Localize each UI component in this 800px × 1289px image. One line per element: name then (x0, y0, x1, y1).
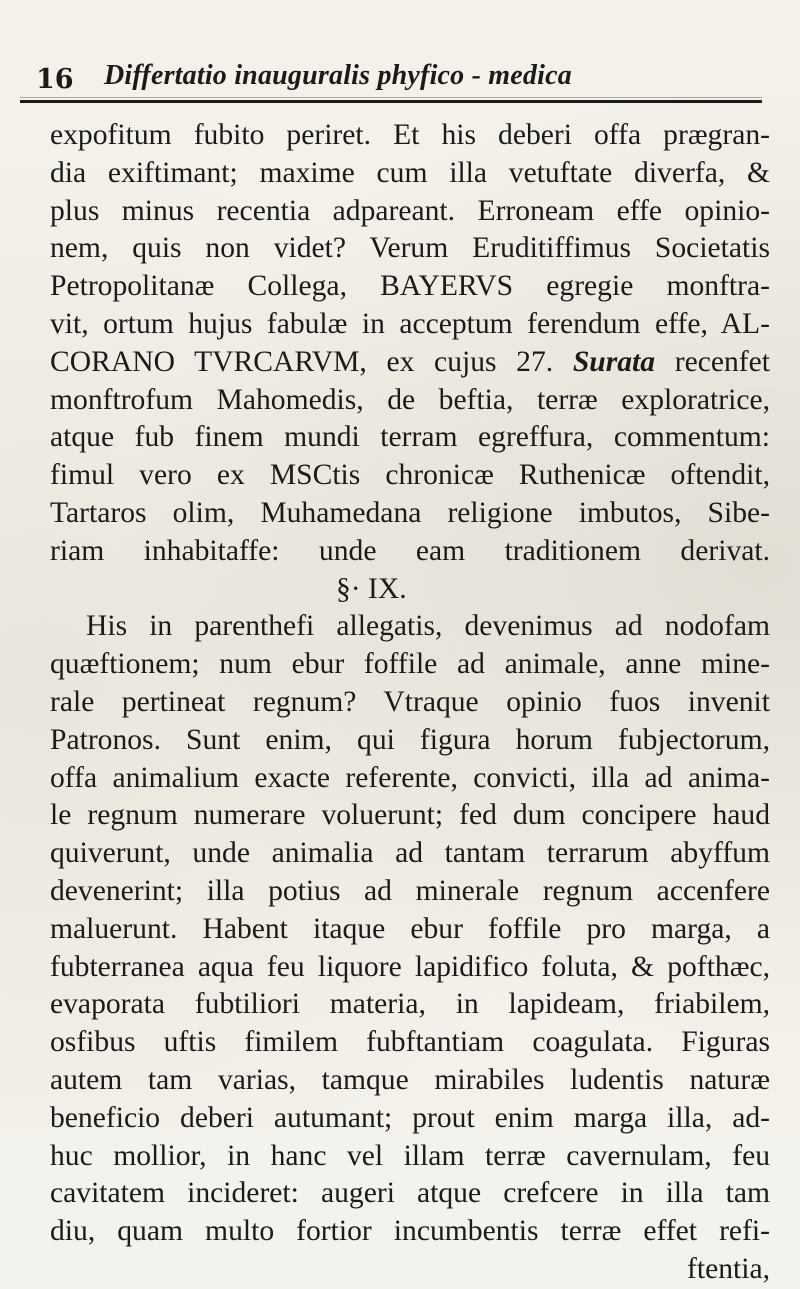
running-title: Differtatio inauguralis phyfico - medica (104, 60, 572, 91)
text-line: Petropolitanæ Collega, BAYERVS egregie monftra- (50, 270, 770, 303)
text-line: offa animalium exacte referente, convicti, illa ad anima- (50, 761, 770, 794)
paragraph-1 (50, 117, 770, 571)
running-head (34, 60, 774, 100)
text-line (50, 344, 770, 382)
paragraph-2 (50, 608, 770, 1288)
text-line: vit, ortum hujus fabulæ in acceptum ferendum effe, AL- (50, 307, 770, 340)
text-line: beneficio deberi autumant; prout enim marga illa, ad- (50, 1101, 770, 1134)
text-line: autem tam varias, tamque mirabiles ludentis naturæ (50, 1063, 770, 1096)
text-line: dia exiftimant; maxime cum illa vetuftate diverfa, & (50, 156, 770, 189)
text-line: quiverunt, unde animalia ad tantam terrarum abyffum (50, 837, 770, 870)
text-line: osfibus uftis fimilem fubftantiam coagulata. Figuras (50, 1026, 770, 1059)
text-line: fubterranea aqua feu liquore lapidifico foluta, & pofthæc, (50, 950, 770, 983)
text-line: monftrofum Mahomedis, de beftia, terræ exploratrice, (50, 383, 770, 416)
text-line: fimul vero ex MSCtis chronicæ Ruthenicæ oftendit, (50, 459, 770, 492)
text-line: His in parenthefi allegatis, devenimus ad nodofam (86, 610, 770, 643)
body-text (50, 117, 770, 1289)
text-line: Patronos. Sunt enim, qui figura horum fubjectorum, (50, 723, 770, 756)
text-line: riam inhabitaffe: unde eam traditionem derivat. (50, 534, 770, 567)
text-line: maluerunt. Habent itaque ebur foffile pro marga, a (50, 912, 770, 945)
text-segment: recenfet (655, 345, 770, 378)
text-line: nem, quis non videt? Verum Eruditiffimus Societatis (50, 232, 770, 265)
italic-term: Surata (572, 345, 656, 378)
text-line: ftentia, (687, 1252, 770, 1285)
text-segment: CORANO TVRCARVM, ex cujus 27. (50, 345, 573, 378)
text-line: devenerint; illa potius ad minerale regnum accenfere (50, 874, 770, 907)
text-line: plus minus recentia adpareant. Erroneam effe opinio- (50, 194, 770, 227)
text-line: cavitatem incideret: augeri atque crefcere in illa tam (50, 1177, 770, 1210)
text-line: rale pertineat regnum? Vtraque opinio fuos invenit (50, 685, 770, 718)
text-line: le regnum numerare voluerunt; fed dum concipere haud (50, 799, 770, 832)
page-number: 16 (36, 64, 74, 95)
text-line: Tartaros olim, Muhamedana religione imbutos, Sibe- (50, 496, 770, 529)
section-heading: §· IX. (336, 572, 407, 605)
text-line: expofitum fubito periret. Et his deberi offa prægran- (50, 119, 770, 151)
header-rule (20, 100, 762, 103)
text-line: huc mollior, in hanc vel illam terræ cavernulam, feu (50, 1139, 770, 1172)
header-rule-thin (20, 97, 762, 98)
text-line: evaporata fubtiliori materia, in lapideam, friabilem, (50, 988, 770, 1021)
text-line: atque fub finem mundi terram egreffura, commentum: (50, 421, 770, 454)
text-line: diu, quam multo fortior incumbentis terræ effet refi- (50, 1215, 770, 1248)
text-line: quæftionem; num ebur foffile ad animale, anne mine- (50, 648, 770, 681)
